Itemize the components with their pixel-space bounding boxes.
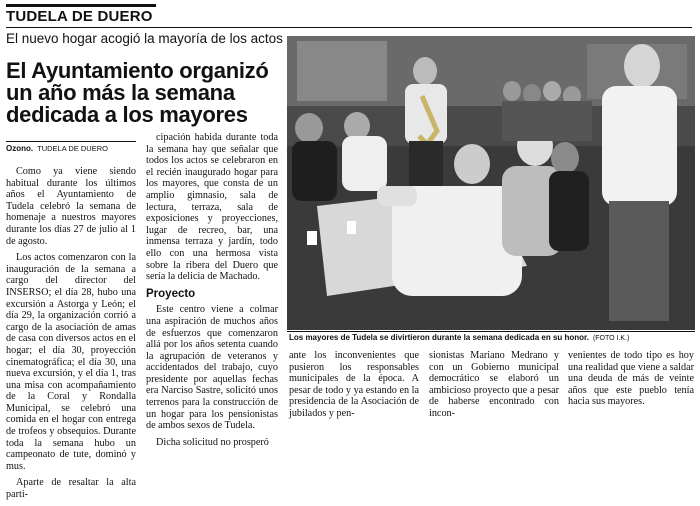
paragraph: Dicha solicitud no prosperó <box>156 436 269 448</box>
paragraph: Los actos comenzaron con la inauguración de la semana a cargo del director del INSERSO; el día 28, hubo una excursión a Astorga y León; el día 29, la organización corrió a cargo de la asociación de amas de casa con diversos actos en el hogar; el día 30, proyección cinematográfica; el día 30, una nueva excursión, y el día 1, tras una misa con acompañamiento de la Coral y Rondalla Municipal, se celebró una comida en el hogar con entrega de trofeos y obsequios. Durante toda la semana hubo un campeonato de tute, dominó y mus. <box>6 252 136 472</box>
photo-caption <box>289 333 693 342</box>
paragraph: Este centro viene a colmar una aspiración de muchos años de esfuerzos que comenzaron allá por los años setenta cuando la agrupación de veteranos y accidentados del trabajo, cuyo presidente por aquellas fechas era Narciso Sastre, solicitó unos terrenos para la construcción de un hogar para los pensionistas de ambos sexos de Tudela. <box>146 304 278 432</box>
article-column-5: venientes de todo tipo es hoy una realidad que viene a saldar una deuda de más de veinte años que este pueblo tenía hacia sus mayores. <box>568 350 694 408</box>
paragraph: Aparte de resaltar la alta parti- <box>6 477 136 501</box>
section-rule <box>6 4 156 7</box>
headline-line-2: un año más la semana <box>6 80 235 105</box>
article-column-3: ante los inconvenientes que pusieron los responsables municipales de la época. A pesar de todo y ya estando en la presidencia de la Asociación de jubilados y pen- <box>289 350 419 419</box>
byline <box>6 141 136 153</box>
kicker-divider <box>6 27 692 28</box>
caption-divider <box>287 331 695 332</box>
photo-illustration <box>287 36 695 330</box>
paragraph: cipación habida durante toda la semana hay que señalar que todos los actos se celebraron en el recién inaugurado hogar para los mayores, que consta de un amplio gimnasio, sala de lectura, terraza, sala de exposiciones y proyecciones, lugar de recreo, bar, una inmensa terraza y jardín, todo ello con una hermosa vista sobre la ribera del Duero que sería la delicia de Machado. <box>146 132 278 283</box>
photo-credit: (FOTO I.K.) <box>592 335 630 342</box>
kicker: El nuevo hogar acogió la mayoría de los actos <box>6 31 283 46</box>
paragraph: Como ya viene siendo habitual durante los últimos años el Ayuntamiento de Tudela celebró la semana de homenaje a nuestros mayores durante los días 27 de julio al 1 de agosto. <box>6 166 136 247</box>
article-column-1 <box>6 166 136 506</box>
headline <box>6 60 276 126</box>
headline-line-3: dedicada a los mayores <box>6 102 248 127</box>
headline-line-1: El Ayuntamiento organizó <box>6 58 269 83</box>
section-title: TUDELA DE DUERO <box>6 8 153 25</box>
subheading: Proyecto <box>146 287 196 300</box>
caption-text: Los mayores de Tudela se divirtieron durante la semana dedicada en su honor. <box>289 333 589 342</box>
article-column-4: sionistas Mariano Medrano y con un Gobierno municipal democrático se elaboró un ambicioso proyecto que a pesar de haberse encontrado con incon- <box>429 350 559 419</box>
byline-source: Ozono. <box>6 144 34 153</box>
article-column-2 <box>146 132 278 453</box>
news-photo <box>287 36 695 330</box>
byline-place: TUDELA DE DUERO <box>37 144 108 153</box>
